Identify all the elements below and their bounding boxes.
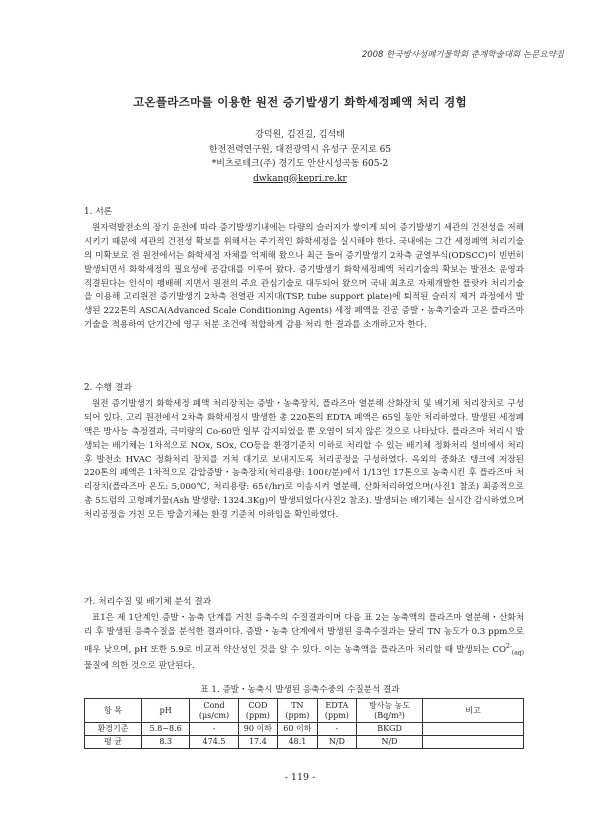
table-row [85, 723, 524, 736]
table-header-cell: pH [142, 699, 190, 723]
table-header-cell: 비고 [422, 699, 523, 723]
table-cell: N/D [357, 736, 423, 749]
section-introduction [84, 206, 524, 333]
table-header-cell: Cond (μs/cm) [190, 699, 238, 723]
table-cell: 60 이하 [278, 723, 318, 736]
table-header-cell: 방사능 농도 (Bq/m³) [357, 699, 423, 723]
superscript: 2- [506, 642, 512, 650]
table-cell: 환경기준 [85, 723, 142, 736]
section-heading: 1. 서론 [84, 207, 113, 217]
author-email[interactable]: dwkang@kepri.re.kr [253, 173, 347, 184]
author-names: 강덕원, 김진길, 김석태 [255, 130, 345, 140]
table-cell: 8.3 [142, 736, 190, 749]
table-cell: - [190, 723, 238, 736]
section-results [84, 382, 524, 523]
table-caption: 표 1. 증발・농축시 발생된 응축수중의 수질분석 결과 [200, 685, 400, 695]
table-header-cell: COD (ppm) [238, 699, 278, 723]
table-cell [422, 736, 523, 749]
body-text: 표1은 제 1단계인 증발・농축 단계를 거친 응축수의 수질결과이며 다음 표 2는 농축액의 플라즈마 열분해・산화처리 후 발생된 응축수질을 분석한 결과이다. 증발・농축 단계에서 발생된 응축수질과는 달리 TN 농도가 0.3 ppm으로 매우 낮으며, pH 또한 5.9로 비교적 약산성인 것을 알 수 있다. 이는 농축액을 플라즈마 처리할 때 발생되는 CO [84, 612, 524, 655]
paper-title: 고온플라즈마를 이용한 원전 증기발생기 화학세정폐액 처리 경험 [133, 95, 467, 109]
table-cell: 90 이하 [238, 723, 278, 736]
table-cell: 5.8~8.6 [142, 723, 190, 736]
water-quality-table [84, 698, 524, 749]
section-heading: 가. 처리수질 및 배기체 분석 결과 [84, 597, 212, 607]
author-block [0, 128, 600, 186]
table-cell: 48.1 [278, 736, 318, 749]
table-cell: 17.4 [238, 736, 278, 749]
section-body: 원자력발전소의 장기 운전에 따라 증기발생기내에는 다량의 슬러지가 쌓이게 되어 증기발생기 세관의 건전성을 저해시키기 때문에 세관의 건전성 확보를 위해서는 주기적인 화학세정을 실시해야 한다. 국내에는 그간 세정폐액 처리기술의 미확보로 전 원전에서는 화학세정 자체를 억제해 왔으나 최근 들어 증기발생기 2차측 균열부식(ODSCC)이 빈번히 발생되면서 화학세정의 필요성에 공감대를 이루어 왔다. 증기발생기 화학세정폐액 처리기술의 확보는 발전소 운영과 직결된다는 인식이 팽배해 지면서 원전의 주요 관심기술로 대두되어 왔으며 국내 최초로 자체개발한 플랏카 처리기술을 이용해 고리원전 증기발생기 2차측 전열관 지지대(TSP, tube support plate)에 퇴적된 슬러지 제거 과정에서 발생된 222톤의 ASCA(Advanced Scale Conditioning Agents) 세정 폐액을 진공 증발・농축기술과 고온 플라즈마 기술을 적용하여 단기간에 영구 처분 조건에 적합하게 감용 처리 한 결과를 소개하고자 한다. [84, 222, 524, 331]
affiliation-2: *비츠로테크(주) 경기도 안산시성곡동 605-2 [211, 159, 389, 169]
section-body [84, 612, 524, 674]
table-cell: - [317, 723, 357, 736]
conference-header: 2008 한국방사성폐기물학회 춘계학술대회 논문요약집 [361, 50, 564, 60]
section-water-quality [84, 596, 524, 674]
section-body: 원전 증기발생기 화학세정 폐액 처리장치는 증발・농축장치, 플라즈마 열분해 산화장치 및 배기체 처리장치로 구성되어 있다. 고리 원전에서 2차측 화학세정시 발생한 총 220톤의 EDTA 폐액은 65일 동안 처리하였다. 발생된 세정폐액은 방사능 측정결과, 극미량의 Co-60만 일부 감지되었을 뿐 오염이 되지 않은 것으로 나타났다. 플라즈마 처리시 발생되는 배기체는 1차적으로 NOx, SOx, CO등을 환경기준치 이하로 처리할 수 있는 배기체 정화처리 설비에서 처리 후 발전소 HVAC 정화처리 장치를 거쳐 대기로 보내지도록 처리공정을 구성하였다. 옥외의 중화조 탱크에 저장된 220톤의 폐액은 1차적으로 감압증발・농축장치(처리용량: 100ℓ/분)에서 1/13인 17톤으로 농축시킨 후 플라즈마 처리장치(플라즈마 온도: 5,000℃, 처리용량: 65ℓ/hr)로 이송시켜 열분해, 산화처리하였으며(사진1 참조) 최종적으로 총 5드럼의 고형폐기물(Ash 발생량: 1324.3Kg)이 발생되었다(사진2 참조). 발생되는 배기체는 실시간 감시하였으며 처리공정을 거친 모든 방출기체는 환경 기준치 이하임을 확인하였다. [84, 398, 524, 521]
body-text: 물질에 의한 것으로 판단된다. [84, 661, 195, 672]
table-cell: 평 균 [85, 736, 142, 749]
section-heading: 2. 수행 결과 [84, 383, 132, 393]
table-cell: 474.5 [190, 736, 238, 749]
table-header-row [85, 699, 524, 723]
subscript: (aq) [511, 649, 524, 657]
table-header-cell: 항 목 [85, 699, 142, 723]
page-number: - 119 - [284, 772, 316, 783]
table-row [85, 736, 524, 749]
table-header-cell: TN (ppm) [278, 699, 318, 723]
table-cell [422, 723, 523, 736]
table-cell: BKGD [357, 723, 423, 736]
affiliation-1: 한전전력연구원, 대전광역시 유성구 문지로 65 [208, 144, 392, 155]
table-cell: N/D [317, 736, 357, 749]
table-header-cell: EDTA (ppm) [317, 699, 357, 723]
